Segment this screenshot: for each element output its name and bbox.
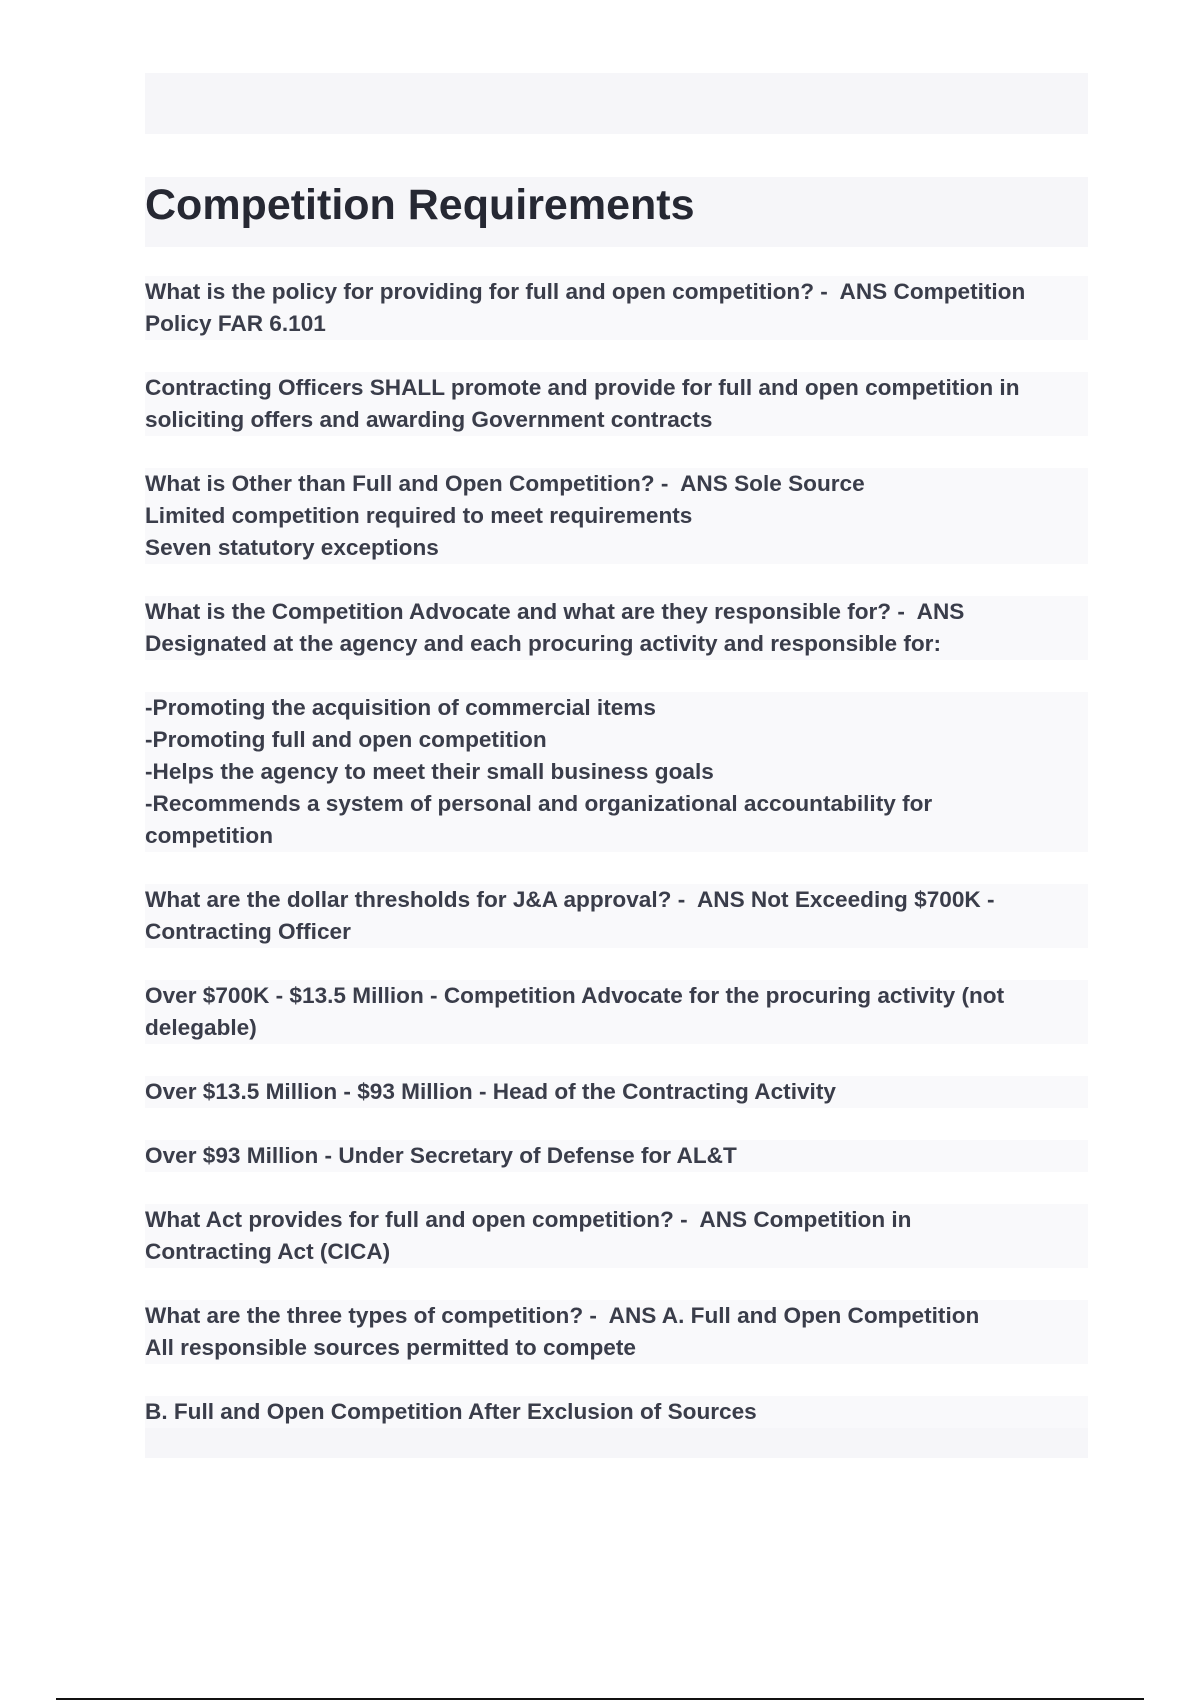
text-line: B. Full and Open Competition After Exclusion of Sources bbox=[145, 1396, 1088, 1428]
qa-paragraph bbox=[145, 372, 1105, 436]
text-line: Designated at the agency and each procuring activity and responsible for: bbox=[145, 628, 1088, 660]
document-body bbox=[145, 276, 1105, 1460]
qa-paragraph bbox=[145, 884, 1105, 948]
top-shaded-band bbox=[145, 73, 1088, 134]
text-line: Contracting Officer bbox=[145, 916, 1088, 948]
qa-paragraph bbox=[145, 596, 1105, 660]
text-line: delegable) bbox=[145, 1012, 1088, 1044]
text-line: Limited competition required to meet requirements bbox=[145, 500, 1088, 532]
qa-paragraph bbox=[145, 1204, 1105, 1268]
qa-paragraph bbox=[145, 1396, 1105, 1428]
text-line: soliciting offers and awarding Government contracts bbox=[145, 404, 1088, 436]
text-line: Over $13.5 Million - $93 Million - Head of the Contracting Activity bbox=[145, 1076, 1088, 1108]
text-line: Contracting Officers SHALL promote and provide for full and open competition in bbox=[145, 372, 1088, 404]
text-line: Seven statutory exceptions bbox=[145, 532, 1088, 564]
text-line: Over $700K - $13.5 Million - Competition Advocate for the procuring activity (not bbox=[145, 980, 1088, 1012]
text-line: -Helps the agency to meet their small business goals bbox=[145, 756, 1088, 788]
text-line: What are the three types of competition? - ANS A. Full and Open Competition bbox=[145, 1300, 1088, 1332]
qa-paragraph bbox=[145, 1140, 1105, 1172]
text-line: What Act provides for full and open competition? - ANS Competition in bbox=[145, 1204, 1088, 1236]
qa-paragraph bbox=[145, 276, 1105, 340]
text-line: Over $93 Million - Under Secretary of Defense for AL&T bbox=[145, 1140, 1088, 1172]
bottom-shaded-band bbox=[145, 1428, 1088, 1458]
text-line: Policy FAR 6.101 bbox=[145, 308, 1088, 340]
text-line: Contracting Act (CICA) bbox=[145, 1236, 1088, 1268]
page-title: Competition Requirements bbox=[145, 181, 695, 229]
qa-paragraph bbox=[145, 692, 1105, 852]
text-line: -Promoting full and open competition bbox=[145, 724, 1088, 756]
qa-paragraph bbox=[145, 468, 1105, 564]
text-line: competition bbox=[145, 820, 1088, 852]
text-line: What is the policy for providing for full and open competition? - ANS Competition bbox=[145, 276, 1088, 308]
text-line: What is Other than Full and Open Competition? - ANS Sole Source bbox=[145, 468, 1088, 500]
text-line: What is the Competition Advocate and what are they responsible for? - ANS bbox=[145, 596, 1088, 628]
qa-paragraph bbox=[145, 1076, 1105, 1108]
text-line: What are the dollar thresholds for J&A approval? - ANS Not Exceeding $700K - bbox=[145, 884, 1088, 916]
text-line: -Recommends a system of personal and organizational accountability for bbox=[145, 788, 1088, 820]
qa-paragraph bbox=[145, 980, 1105, 1044]
text-line: All responsible sources permitted to compete bbox=[145, 1332, 1088, 1364]
qa-paragraph bbox=[145, 1300, 1105, 1364]
text-line: -Promoting the acquisition of commercial items bbox=[145, 692, 1088, 724]
